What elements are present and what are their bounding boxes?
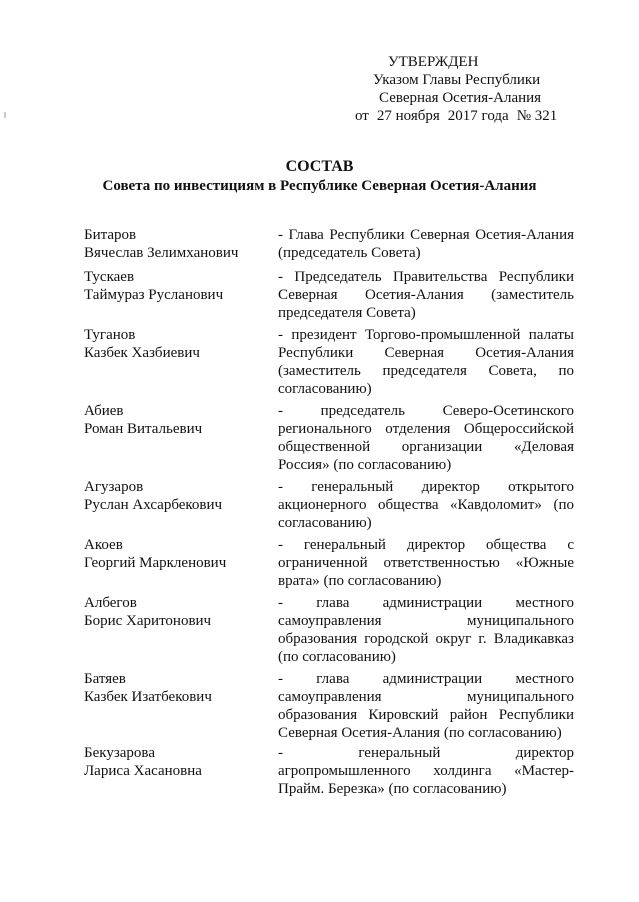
member-role-line: - генеральный директор общества с [278,537,574,553]
approval-republic: Северная Осетия-Алания [379,90,542,106]
member-role-line: - генеральный директор [278,745,574,761]
member-role-line: самоуправления муниципального [278,689,574,705]
member-row [84,594,574,666]
member-role [278,478,574,532]
member-role-line: - генеральный директор открытого [278,479,574,495]
member-given-names: Георгий Маркленович [84,555,227,571]
member-row [84,536,574,590]
approval-number: № 321 [516,108,558,124]
member-name [84,268,278,322]
member-role [278,402,574,474]
member-role-line: регионального отделения Общероссийской [278,421,574,437]
member-role [278,326,574,398]
member-role-line: - Председатель Правительства Республики [278,269,574,285]
approval-date-line [355,107,585,125]
member-given-names: Борис Харитонович [84,613,212,629]
member-surname: Туганов [84,327,136,343]
member-given-names: Казбек Хазбиевич [84,345,200,361]
member-name [84,744,278,798]
member-surname: Абиев [84,403,124,419]
document-subtitle: Совета по инвестициям в Республике Северная Осетия-Алания [102,178,537,194]
member-role-line: - президент Торгово-промышленной палаты [278,327,574,343]
member-role-line: агропромышленного холдинга «Мастер- [278,763,574,779]
member-row [84,744,574,798]
member-role [278,268,574,322]
approval-year: 2017 года [447,108,509,124]
member-given-names: Роман Витальевич [84,421,203,437]
member-role-line: образования городской округ г. Владикавказ [278,631,574,647]
member-role-line: (по согласованию) [278,649,396,665]
member-role-line: - председатель Северо-Осетинского [278,403,574,419]
member-given-names: Руслан Ахсарбекович [84,497,223,513]
member-role [278,226,574,262]
member-name [84,594,278,666]
member-row [84,402,574,474]
member-given-names: Таймураз Русланович [84,287,224,303]
member-surname: Акоев [84,537,123,553]
member-row [84,478,574,532]
member-name [84,402,278,474]
member-row [84,326,574,398]
member-role-line: Республики Северная Осетия-Алания [278,345,574,361]
approval-date-prefix: от [355,108,369,124]
member-role [278,744,574,798]
member-role-line: Северная Осетия-Алания (заместитель [278,287,574,303]
member-name [84,478,278,532]
member-role [278,536,574,590]
member-surname: Албегов [84,595,137,611]
member-row [84,226,574,262]
member-surname: Агузаров [84,479,144,495]
scan-mark [4,112,6,118]
member-role-line: - Глава Республики Северная Осетия-Алания [278,227,574,243]
member-role-line: врата» (по согласованию) [278,573,442,589]
member-role-line: - глава администрации местного [278,595,574,611]
document-title: СОСТАВ [285,158,354,175]
member-surname: Тускаев [84,269,135,285]
member-name [84,226,278,262]
member-role-line: (председатель Совета) [278,245,421,261]
member-role [278,670,574,742]
member-given-names: Вячеслав Зелимханович [84,245,239,261]
member-given-names: Казбек Изатбекович [84,689,212,705]
member-surname: Битаров [84,227,137,243]
member-role [278,594,574,666]
member-role-line: (заместитель председателя Совета, по [278,363,574,379]
member-role-line: председателя Совета) [278,305,416,321]
member-row [84,268,574,322]
member-role-line: - глава администрации местного [278,671,574,687]
member-surname: Батяев [84,671,126,687]
member-row [84,670,574,742]
approval-decree: Указом Главы Республики [373,72,541,88]
member-role-line: образования Кировский район Республики [278,707,574,723]
member-name [84,326,278,398]
member-role-line: самоуправления муниципального [278,613,574,629]
member-name [84,670,278,742]
member-name [84,536,278,590]
approval-date: 27 ноября [376,108,440,124]
member-role-line: согласованию) [278,515,372,531]
member-role-line: Россия» (по согласованию) [278,457,452,473]
member-role-line: ограниченной ответственностью «Южные [278,555,574,571]
member-role-line: Прайм. Березка» (по согласованию) [278,781,507,797]
member-role-line: общественной организации «Деловая [278,439,574,455]
member-given-names: Лариса Хасановна [84,763,202,779]
member-role-line: согласованию) [278,381,372,397]
approval-title: УТВЕРЖДЕН [388,54,479,70]
approval-stamp [355,53,585,125]
member-surname: Бекузарова [84,745,155,761]
member-role-line: акционерного общества «Кавдоломит» (по [278,497,574,513]
member-role-line: Северная Осетия-Алания (по согласованию) [278,725,562,741]
